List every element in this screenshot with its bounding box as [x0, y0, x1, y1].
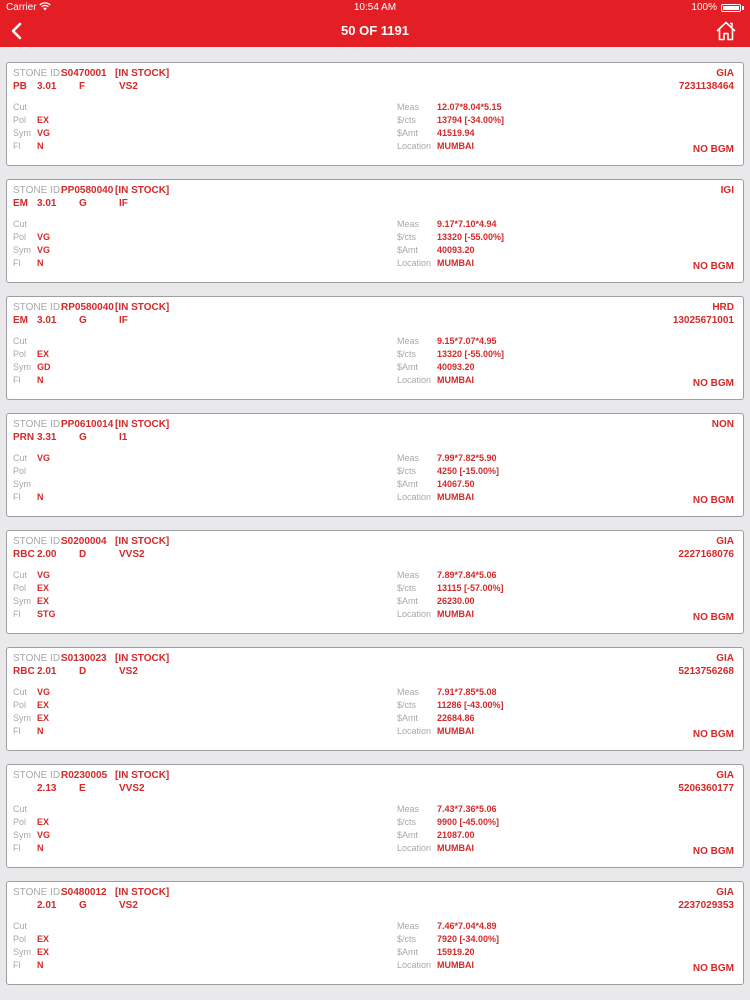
clarity-value: VS2	[119, 666, 138, 677]
shape-value: PRN	[13, 432, 35, 443]
price-per-carat-label: $/cts	[397, 817, 417, 827]
symmetry-value: VG	[37, 245, 51, 255]
clarity-value: VVS2	[119, 549, 145, 560]
stock-status: [IN STOCK]	[115, 302, 170, 313]
stone-card[interactable]	[6, 530, 744, 634]
symmetry-label: Sym	[13, 596, 31, 606]
location-label: Location	[397, 843, 432, 853]
price-per-carat-label: $/cts	[397, 700, 417, 710]
bgm-status: NO BGM	[692, 144, 734, 155]
polish-value: EX	[37, 115, 50, 125]
amount-value: 40093.20	[437, 362, 475, 372]
meas-value: 7.91*7.85*5.08	[437, 687, 497, 697]
location-value: MUMBAI	[437, 258, 474, 268]
symmetry-value: VG	[37, 830, 51, 840]
symmetry-value: VG	[37, 128, 51, 138]
symmetry-label: Sym	[13, 830, 31, 840]
color-value: G	[79, 198, 87, 209]
location-value: MUMBAI	[437, 960, 474, 970]
carat-value: 2.00	[37, 549, 57, 560]
status-bar	[0, 0, 750, 15]
fluorescence-value: STG	[37, 609, 56, 619]
polish-value: VG	[37, 232, 51, 242]
stone-card[interactable]	[6, 179, 744, 283]
meas-value: 7.43*7.36*5.06	[437, 804, 497, 814]
meas-label: Meas	[397, 570, 420, 580]
fluorescence-value: N	[37, 726, 44, 736]
stone-id-value: S0200004	[61, 536, 107, 547]
stone-id-value: PP0580040	[61, 185, 114, 196]
location-value: MUMBAI	[437, 843, 474, 853]
stone-card[interactable]	[6, 647, 744, 751]
stone-id-label: STONE ID:	[13, 302, 63, 313]
stone-card[interactable]	[6, 881, 744, 985]
price-per-carat-value: 4250 [-15.00%]	[437, 466, 500, 476]
stone-id-value: S0480012	[61, 887, 107, 898]
meas-label: Meas	[397, 921, 420, 931]
amount-value: 22684.86	[437, 713, 475, 723]
certificate-number: 2227168076	[678, 549, 734, 560]
cut-value: VG	[37, 570, 51, 580]
polish-value: EX	[37, 934, 50, 944]
meas-value: 9.15*7.07*4.95	[437, 336, 497, 346]
polish-label: Pol	[13, 115, 27, 125]
lab-name: NON	[711, 419, 734, 430]
stock-status: [IN STOCK]	[115, 770, 170, 781]
polish-label: Pol	[13, 700, 27, 710]
amount-label: $Amt	[397, 479, 419, 489]
stock-status: [IN STOCK]	[115, 185, 170, 196]
stone-id-label: STONE ID:	[13, 887, 63, 898]
certificate-number: 5213756268	[678, 666, 734, 677]
cut-value: VG	[37, 453, 51, 463]
symmetry-label: Sym	[13, 245, 31, 255]
symmetry-label: Sym	[13, 128, 31, 138]
carat-value: 2.01	[37, 666, 57, 677]
symmetry-label: Sym	[13, 362, 31, 372]
clarity-value: VS2	[119, 81, 138, 92]
fluorescence-label: Fl	[13, 375, 21, 385]
meas-value: 7.89*7.84*5.06	[437, 570, 497, 580]
bgm-status: NO BGM	[692, 612, 734, 623]
cut-value: VG	[37, 687, 51, 697]
fluorescence-value: N	[37, 843, 44, 853]
stone-id-label: STONE ID:	[13, 536, 63, 547]
battery-icon	[721, 4, 741, 12]
clarity-value: VVS2	[119, 783, 145, 794]
location-label: Location	[397, 375, 432, 385]
cut-label: Cut	[13, 687, 28, 697]
battery-percent: 100%	[691, 2, 717, 13]
bgm-status: NO BGM	[692, 846, 734, 857]
certificate-number: 13025671001	[672, 315, 734, 326]
meas-label: Meas	[397, 102, 420, 112]
amount-value: 14067.50	[437, 479, 475, 489]
fluorescence-value: N	[37, 375, 44, 385]
price-per-carat-label: $/cts	[397, 232, 417, 242]
certificate-number: 5206360177	[678, 783, 734, 794]
clarity-value: I1	[119, 432, 128, 443]
meas-label: Meas	[397, 687, 420, 697]
bgm-status: NO BGM	[692, 261, 734, 272]
location-value: MUMBAI	[437, 141, 474, 151]
symmetry-value: EX	[37, 596, 50, 606]
stone-id-label: STONE ID:	[13, 185, 63, 196]
stone-card[interactable]	[6, 62, 744, 166]
amount-label: $Amt	[397, 947, 419, 957]
location-label: Location	[397, 726, 432, 736]
stone-list[interactable]	[0, 47, 750, 1000]
symmetry-label: Sym	[13, 947, 31, 957]
price-per-carat-label: $/cts	[397, 115, 417, 125]
color-value: G	[79, 900, 87, 911]
lab-name: GIA	[716, 536, 734, 547]
shape-value: PB	[13, 81, 27, 92]
fluorescence-label: Fl	[13, 492, 21, 502]
page-title: 50 OF 1191	[341, 23, 409, 38]
location-label: Location	[397, 609, 432, 619]
fluorescence-value: N	[37, 141, 44, 151]
meas-value: 9.17*7.10*4.94	[437, 219, 497, 229]
amount-value: 26230.00	[437, 596, 475, 606]
lab-name: GIA	[716, 68, 734, 79]
stone-id-label: STONE ID:	[13, 770, 63, 781]
amount-label: $Amt	[397, 830, 419, 840]
cut-label: Cut	[13, 921, 28, 931]
clarity-value: IF	[119, 315, 128, 326]
price-per-carat-label: $/cts	[397, 349, 417, 359]
bgm-status: NO BGM	[692, 729, 734, 740]
polish-label: Pol	[13, 466, 27, 476]
fluorescence-label: Fl	[13, 141, 21, 151]
stock-status: [IN STOCK]	[115, 68, 170, 79]
stock-status: [IN STOCK]	[115, 536, 170, 547]
home-icon[interactable]	[714, 19, 738, 43]
lab-name: GIA	[716, 770, 734, 781]
stone-card[interactable]	[6, 413, 744, 517]
fluorescence-label: Fl	[13, 726, 21, 736]
color-value: E	[79, 783, 86, 794]
color-value: G	[79, 432, 87, 443]
lab-name: GIA	[716, 653, 734, 664]
price-per-carat-value: 11286 [-43.00%]	[437, 700, 504, 710]
polish-label: Pol	[13, 583, 27, 593]
stone-card[interactable]	[6, 296, 744, 400]
price-per-carat-value: 13320 [-55.00%]	[437, 232, 505, 242]
fluorescence-label: Fl	[13, 960, 21, 970]
clock: 10:54 AM	[353, 2, 397, 13]
fluorescence-value: N	[37, 960, 44, 970]
meas-value: 12.07*8.04*5.15	[437, 102, 502, 112]
polish-label: Pol	[13, 817, 27, 827]
cut-label: Cut	[13, 219, 28, 229]
bgm-status: NO BGM	[692, 963, 734, 974]
polish-value: EX	[37, 583, 50, 593]
stone-id-label: STONE ID:	[13, 68, 63, 79]
shape-value: EM	[13, 198, 28, 209]
carat-value: 3.31	[37, 432, 57, 443]
amount-value: 41519.94	[437, 128, 475, 138]
amount-label: $Amt	[397, 128, 419, 138]
symmetry-value: GD	[37, 362, 51, 372]
bgm-status: NO BGM	[692, 495, 734, 506]
amount-label: $Amt	[397, 713, 419, 723]
location-value: MUMBAI	[437, 375, 474, 385]
location-label: Location	[397, 492, 432, 502]
bgm-status: NO BGM	[692, 378, 734, 389]
color-value: G	[79, 315, 87, 326]
amount-value: 21087.00	[437, 830, 475, 840]
price-per-carat-label: $/cts	[397, 583, 417, 593]
meas-label: Meas	[397, 804, 420, 814]
clarity-value: VS2	[119, 900, 138, 911]
location-value: MUMBAI	[437, 492, 474, 502]
carat-value: 3.01	[37, 198, 57, 209]
amount-label: $Amt	[397, 362, 419, 372]
clarity-value: IF	[119, 198, 128, 209]
fluorescence-label: Fl	[13, 258, 21, 268]
location-value: MUMBAI	[437, 726, 474, 736]
symmetry-label: Sym	[13, 479, 31, 489]
amount-label: $Amt	[397, 245, 419, 255]
color-value: D	[79, 666, 87, 677]
price-per-carat-label: $/cts	[397, 934, 417, 944]
carrier-text: Carrier	[6, 2, 37, 13]
price-per-carat-value: 13115 [-57.00%]	[437, 583, 504, 593]
price-per-carat-value: 7920 [-34.00%]	[437, 934, 500, 944]
location-label: Location	[397, 258, 432, 268]
stock-status: [IN STOCK]	[115, 653, 170, 664]
cut-label: Cut	[13, 336, 28, 346]
stone-id-value: S0470001	[61, 68, 107, 79]
meas-value: 7.46*7.04*4.89	[437, 921, 497, 931]
certificate-number: 7231138464	[678, 81, 734, 92]
lab-name: HRD	[712, 302, 734, 313]
fluorescence-label: Fl	[13, 609, 21, 619]
stone-id-value: S0130023	[61, 653, 107, 664]
meas-label: Meas	[397, 453, 420, 463]
cut-label: Cut	[13, 570, 28, 580]
polish-value: EX	[37, 700, 50, 710]
symmetry-value: EX	[37, 713, 50, 723]
amount-value: 40093.20	[437, 245, 475, 255]
price-per-carat-value: 13320 [-55.00%]	[437, 349, 505, 359]
stone-card[interactable]	[6, 764, 744, 868]
fluorescence-value: N	[37, 258, 44, 268]
carat-value: 3.01	[37, 315, 57, 326]
stone-id-value: RP0580040	[61, 302, 114, 313]
navigation-bar	[0, 15, 750, 47]
polish-label: Pol	[13, 934, 27, 944]
stone-id-value: PP0610014	[61, 419, 114, 430]
color-value: F	[79, 81, 86, 92]
meas-label: Meas	[397, 219, 420, 229]
carat-value: 2.13	[37, 783, 57, 794]
fluorescence-label: Fl	[13, 843, 21, 853]
battery-cap	[742, 6, 744, 10]
polish-label: Pol	[13, 232, 27, 242]
shape-value: EM	[13, 315, 28, 326]
stock-status: [IN STOCK]	[115, 419, 170, 430]
fluorescence-value: N	[37, 492, 44, 502]
symmetry-value: EX	[37, 947, 50, 957]
carat-value: 3.01	[37, 81, 57, 92]
cut-label: Cut	[13, 804, 28, 814]
stone-id-label: STONE ID:	[13, 419, 63, 430]
location-label: Location	[397, 960, 432, 970]
amount-label: $Amt	[397, 596, 419, 606]
cut-label: Cut	[13, 102, 28, 112]
polish-value: EX	[37, 817, 50, 827]
certificate-number: 2237029353	[678, 900, 734, 911]
shape-value: RBC	[13, 549, 35, 560]
stone-id-value: R0230005	[61, 770, 108, 781]
stock-status: [IN STOCK]	[115, 887, 170, 898]
price-per-carat-value: 13794 [-34.00%]	[437, 115, 505, 125]
stone-id-label: STONE ID:	[13, 653, 63, 664]
meas-label: Meas	[397, 336, 420, 346]
location-label: Location	[397, 141, 432, 151]
cut-label: Cut	[13, 453, 28, 463]
price-per-carat-value: 9900 [-45.00%]	[437, 817, 500, 827]
lab-name: IGI	[720, 185, 734, 196]
polish-label: Pol	[13, 349, 27, 359]
shape-value: RBC	[13, 666, 35, 677]
price-per-carat-label: $/cts	[397, 466, 417, 476]
location-value: MUMBAI	[437, 609, 474, 619]
amount-value: 15919.20	[437, 947, 475, 957]
battery-status	[691, 0, 744, 15]
carat-value: 2.01	[37, 900, 57, 911]
polish-value: EX	[37, 349, 50, 359]
color-value: D	[79, 549, 87, 560]
symmetry-label: Sym	[13, 713, 31, 723]
lab-name: GIA	[716, 887, 734, 898]
meas-value: 7.99*7.82*5.90	[437, 453, 497, 463]
